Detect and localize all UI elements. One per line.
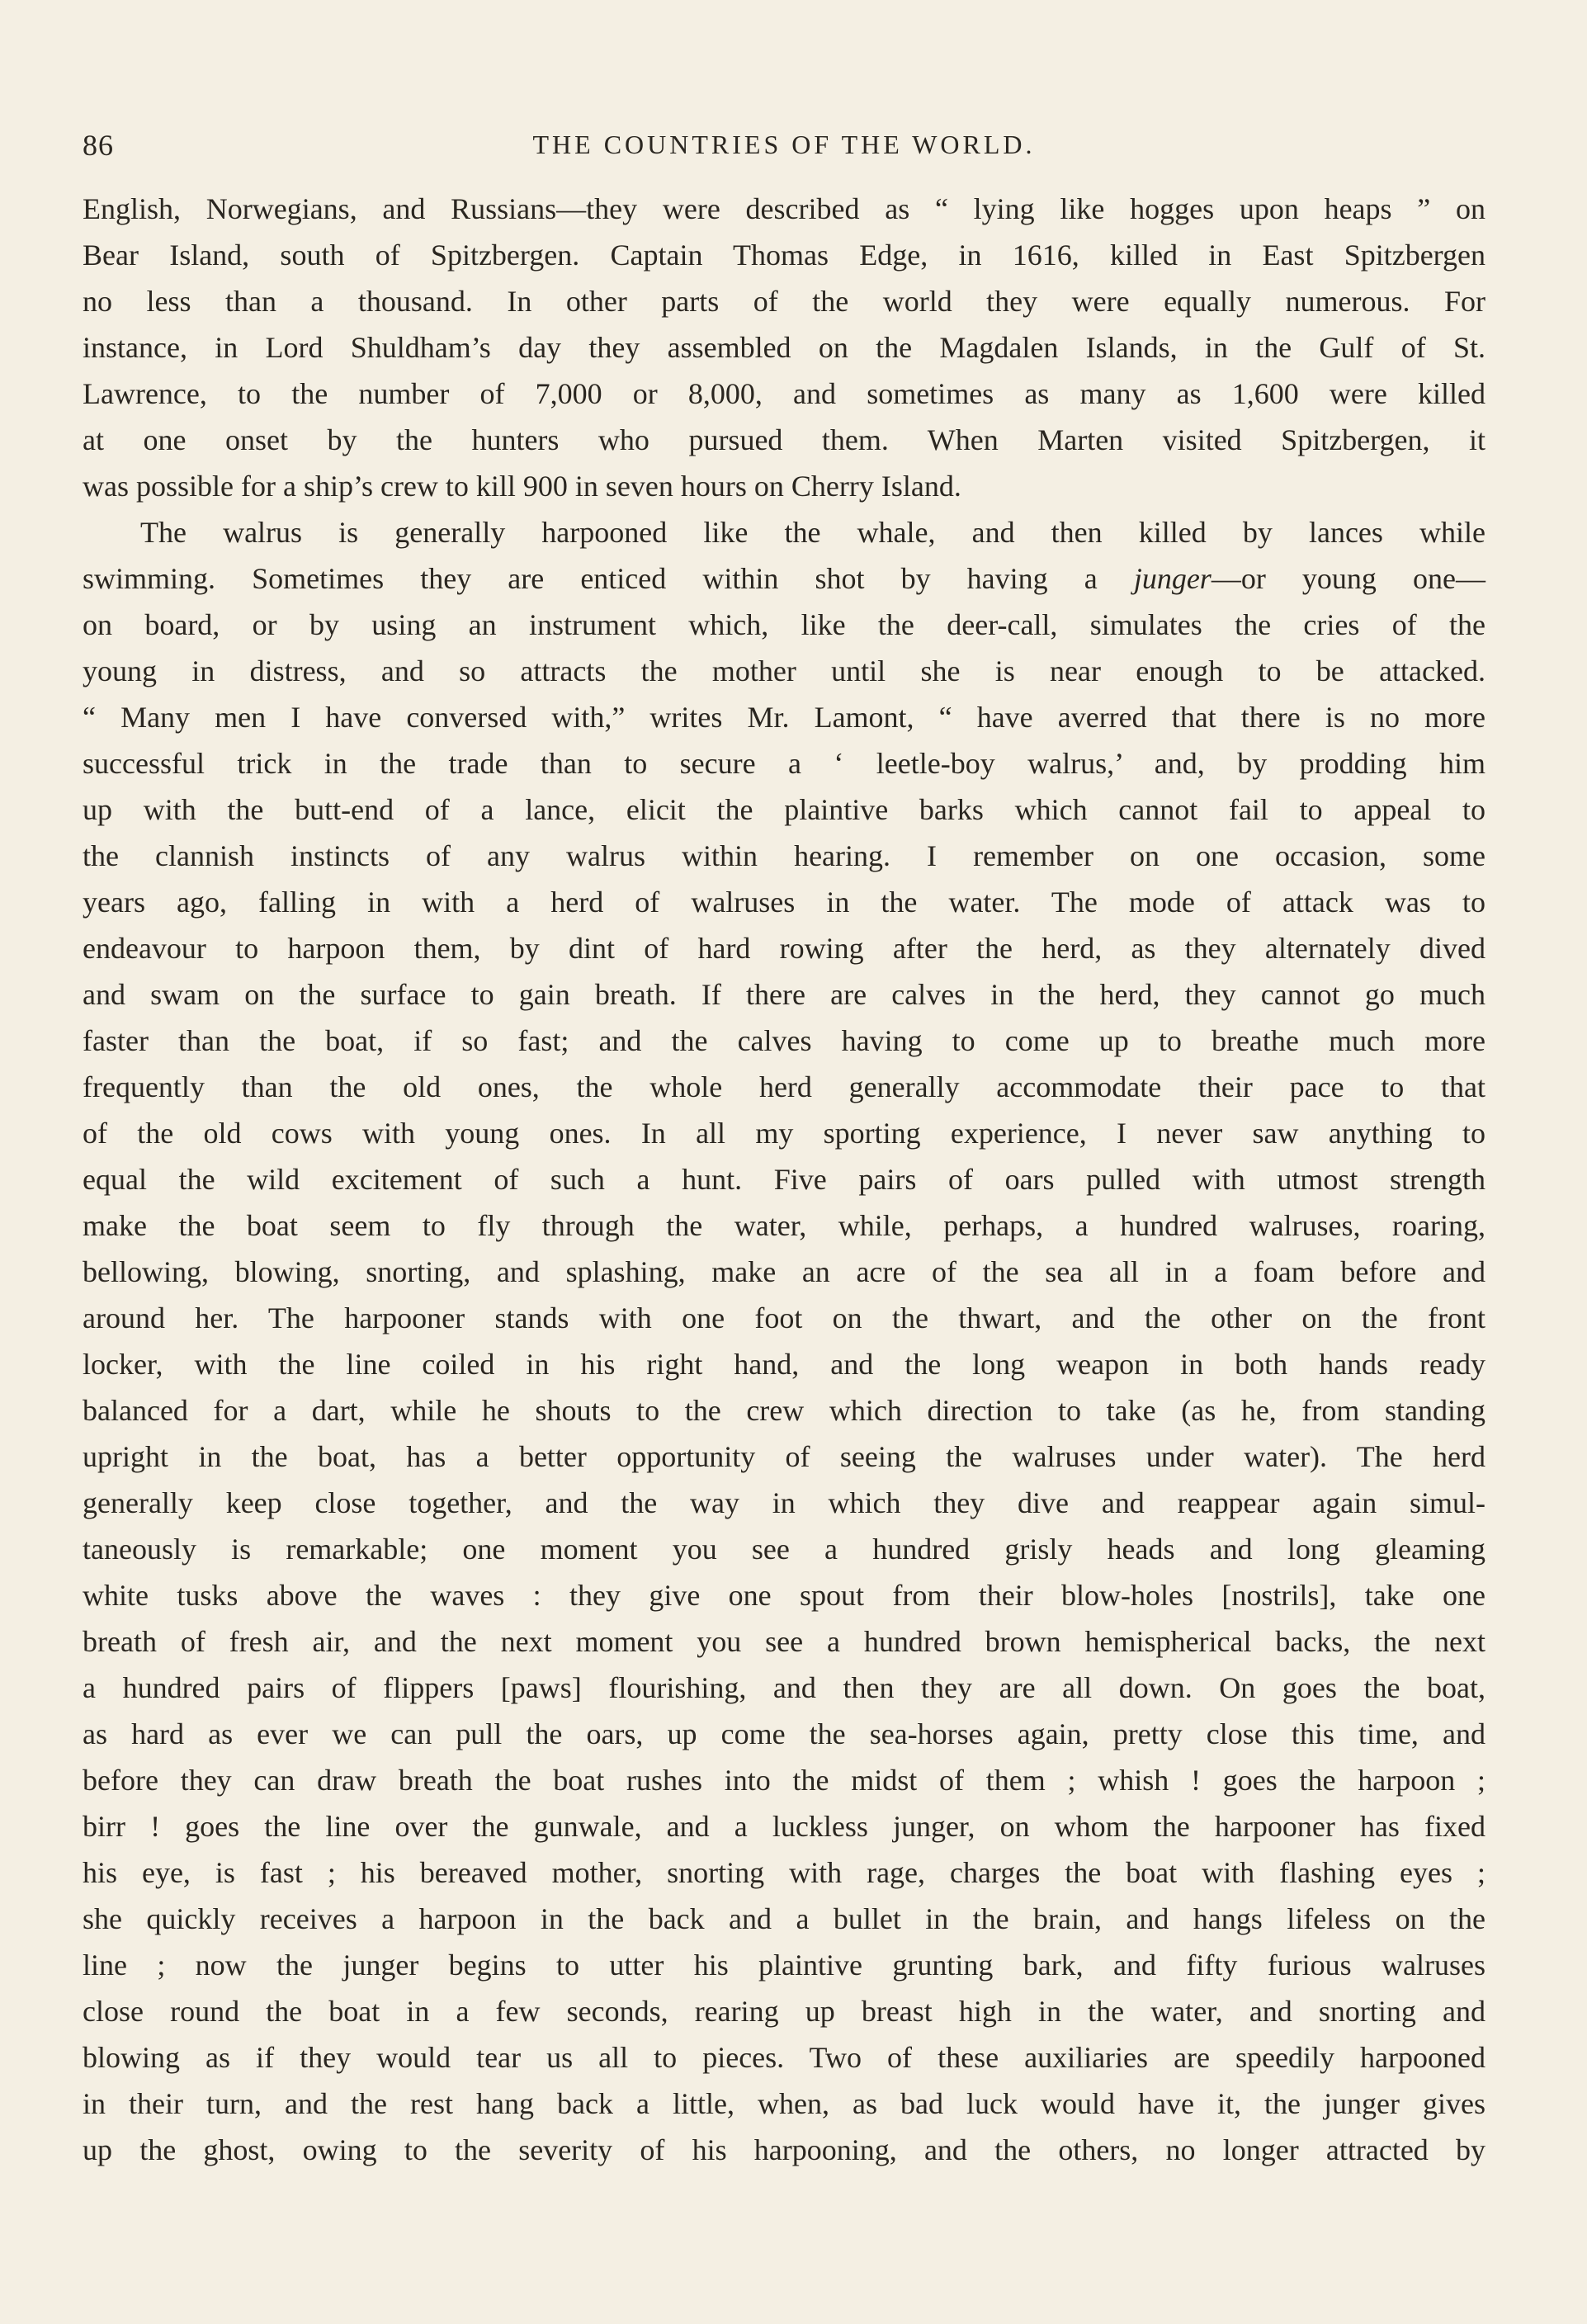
text-line: she quickly receives a harpoon in the back and a bullet in the brain, and hangs lifeless on the <box>83 1902 1485 1935</box>
text-line: taneously is remarkable; one moment you see a hundred grisly heads and long gleaming <box>83 1533 1485 1566</box>
text-line: generally keep close together, and the way in which they dive and reappear again simul- <box>83 1486 1485 1519</box>
page-number: 86 <box>83 129 114 162</box>
text-line: Bear Island, south of Spitzbergen. Captain Thomas Edge, in 1616, killed in East Spitzbergen <box>83 239 1485 272</box>
text-line: make the boat seem to fly through the water, while, perhaps, a hundred walruses, roaring, <box>83 1209 1485 1242</box>
text-line: up the ghost, owing to the severity of his harpooning, and the others, no longer attracted by <box>83 2133 1485 2166</box>
text-line: as hard as ever we can pull the oars, up come the sea-horses again, pretty close this time, and <box>83 1717 1485 1750</box>
text-line: young in distress, and so attracts the mother until she is near enough to be attacked. <box>83 654 1485 687</box>
text-line: “ Many men I have conversed with,” writes Mr. Lamont, “ have averred that there is no more <box>83 701 1485 734</box>
text-line: balanced for a dart, while he shouts to the crew which direction to take (as he, from standing <box>83 1394 1485 1427</box>
text-line: blowing as if they would tear us all to pieces. Two of these auxiliaries are speedily harpooned <box>83 2041 1485 2074</box>
text-line: before they can draw breath the boat rushes into the midst of them ; whish ! goes the harpoon ; <box>83 1764 1485 1797</box>
text-line: and swam on the surface to gain breath. If there are calves in the herd, they cannot go much <box>83 978 1485 1011</box>
text-line: years ago, falling in with a herd of walruses in the water. The mode of attack was to <box>83 886 1485 919</box>
text-line: in their turn, and the rest hang back a little, when, as bad luck would have it, the junger gives <box>83 2087 1485 2120</box>
text-line: his eye, is fast ; his bereaved mother, snorting with rage, charges the boat with flashing eyes ; <box>83 1856 1485 1889</box>
text-line: faster than the boat, if so fast; and the calves having to come up to breathe much more <box>83 1024 1485 1057</box>
body-text <box>83 186 1485 2173</box>
text-line: no less than a thousand. In other parts of the world they were equally numerous. For <box>83 285 1485 318</box>
text-line: endeavour to harpoon them, by dint of hard rowing after the herd, as they alternately dived <box>83 932 1485 965</box>
text-line: locker, with the line coiled in his right hand, and the long weapon in both hands ready <box>83 1348 1485 1381</box>
text-line: successful trick in the trade than to secure a ‘ leetle-boy walrus,’ and, by prodding him <box>83 747 1485 780</box>
text-line: around her. The harpooner stands with one foot on the thwart, and the other on the front <box>83 1301 1485 1334</box>
text-line: up with the butt-end of a lance, elicit the plaintive barks which cannot fail to appeal to <box>83 793 1485 826</box>
text-line: breath of fresh air, and the next moment you see a hundred brown hemispherical backs, the next <box>83 1625 1485 1658</box>
text-line: of the old cows with young ones. In all my sporting experience, I never saw anything to <box>83 1117 1485 1150</box>
text-line: the clannish instincts of any walrus within hearing. I remember on one occasion, some <box>83 839 1485 872</box>
running-head <box>83 128 1485 169</box>
text-line: on board, or by using an instrument which, like the deer-call, simulates the cries of the <box>83 608 1485 641</box>
text-line: swimming. Sometimes they are enticed within shot by having a junger—or young one— <box>83 562 1485 595</box>
paragraph-continued <box>83 186 1485 509</box>
text-line: equal the wild excitement of such a hunt. Five pairs of oars pulled with utmost strength <box>83 1163 1485 1196</box>
text-line: a hundred pairs of flippers [paws] flourishing, and then they are all down. On goes the boat, <box>83 1671 1485 1704</box>
text-line: frequently than the old ones, the whole herd generally accommodate their pace to that <box>83 1070 1485 1103</box>
paragraph-walrus-hunting <box>83 509 1485 2173</box>
text-line: line ; now the junger begins to utter his plaintive grunting bark, and fifty furious walruses <box>83 1948 1485 1982</box>
text-line: bellowing, blowing, snorting, and splashing, make an acre of the sea all in a foam before and <box>83 1255 1485 1288</box>
text-line: instance, in Lord Shuldham’s day they assembled on the Magdalen Islands, in the Gulf of St. <box>83 331 1485 364</box>
text-line: birr ! goes the line over the gunwale, and a luckless junger, on whom the harpooner has fixed <box>83 1810 1485 1843</box>
text-line: upright in the boat, has a better opportunity of seeing the walruses under water). The herd <box>83 1440 1485 1473</box>
text-line: Lawrence, to the number of 7,000 or 8,000, and sometimes as many as 1,600 were killed <box>83 377 1485 410</box>
page-header-title: THE COUNTRIES OF THE WORLD. <box>532 130 1036 159</box>
text-line: The walrus is generally harpooned like the whale, and then killed by lances while <box>140 516 1485 549</box>
text-line: white tusks above the waves : they give one spout from their blow-holes [nostrils], take one <box>83 1579 1485 1612</box>
italic-word: junger <box>1133 562 1212 595</box>
text-line: was possible for a ship’s crew to kill 900 in seven hours on Cherry Island. <box>83 470 961 503</box>
text-line: close round the boat in a few seconds, rearing up breast high in the water, and snorting and <box>83 1995 1485 2028</box>
text-line: at one onset by the hunters who pursued them. When Marten visited Spitzbergen, it <box>83 423 1485 456</box>
text-line: English, Norwegians, and Russians—they were described as “ lying like hogges upon heaps ” on <box>83 192 1485 225</box>
